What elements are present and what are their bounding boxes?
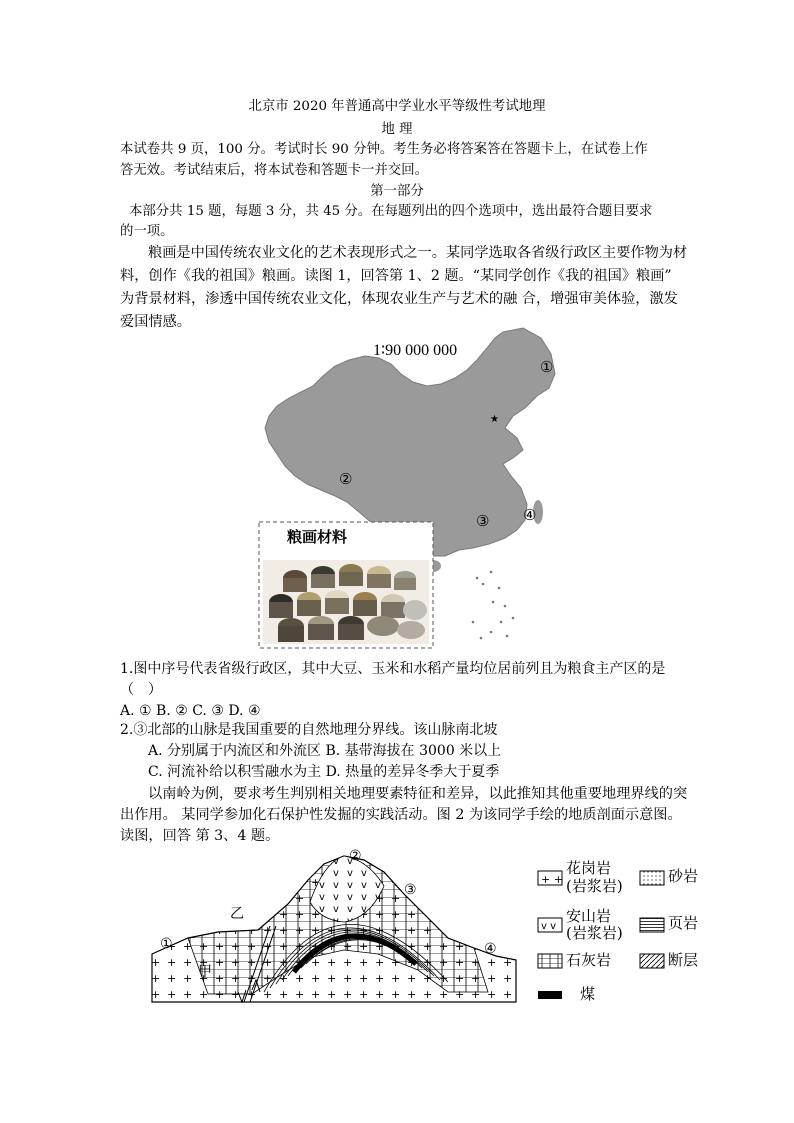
map-marker-1: ①: [540, 358, 554, 376]
legend-limestone-label: 石灰岩: [566, 951, 612, 969]
legend-granite-swatch: [538, 871, 563, 886]
legend-coal-label: 煤: [580, 985, 596, 1003]
q2-options-cd: C. 河流补给以积雪融水为主 D. 热量的差异冬季大于夏季: [148, 764, 500, 780]
section-point-2: ②: [349, 848, 362, 864]
legend-fault-label: 断层: [668, 951, 699, 969]
part-heading: 第一部分: [370, 184, 424, 199]
section-point-1: ①: [160, 936, 173, 952]
grain-sacks-photo: [263, 560, 429, 644]
intro-line-2: 料，创作《我的祖国》粮画。读图 1，回答第 1、2 题。“某同学创作《我的祖国》粮画”: [120, 268, 672, 284]
passage2-line-3: 读图，回答 第 3、4 题。: [120, 828, 280, 844]
legend-shale-label: 页岩: [668, 914, 699, 932]
section-point-4: ④: [484, 941, 497, 957]
legend-granite-sub: (岩浆岩): [566, 877, 623, 895]
exam-title: 北京市 2020 年普通高中学业水平等级性考试地理: [248, 99, 546, 114]
map-scale: 1∶90 000 000: [373, 342, 458, 359]
svg-text:+ +: + +: [541, 873, 563, 886]
legend-sandstone-swatch: [640, 871, 664, 885]
q2-stem: 2.③北部的山脉是我国重要的自然地理分界线。该山脉南北坡: [120, 722, 498, 738]
q2-options-ab: A. 分别属于内流区和外流区 B. 基带海拔在 3000 米以上: [148, 743, 502, 759]
instructions-line-1: 本试卷共 9 页，100 分。考试时长 90 分钟。考生务必将答案答在答题卡上，在试卷上作: [120, 142, 648, 157]
passage2-line-1: 以南岭为例，要求考生判别相关地理要素特征和差异，以此推知其他重要地理界线的突: [148, 786, 688, 802]
map-marker-2: ②: [339, 470, 353, 488]
legend-sandstone-label: 砂岩: [668, 867, 699, 885]
instructions-line-2: 答无效。考试结束后，将本试卷和答题卡一并交回。: [120, 163, 428, 178]
part-description-2: 的一项。: [120, 224, 174, 239]
legend-andesite-label: 安山岩: [566, 907, 612, 925]
q1-answer-paren: （ ）: [120, 682, 162, 698]
south-china-sea-islands: [472, 571, 515, 640]
subject-title: 地 理: [381, 122, 413, 137]
intro-line-3: 为背景材料，渗透中国传统农业文化，体现农业生产与艺术的融 合，增强审美体验，激发: [120, 291, 678, 307]
capital-star-icon: ★: [490, 414, 499, 425]
geologic-section-figure: [148, 842, 528, 1010]
legend-shale-swatch: [640, 918, 664, 932]
inset-label: 粮画材料: [287, 528, 348, 546]
section-point-3: ③: [404, 882, 417, 898]
q1-options: A. ① B. ② C. ③ D. ④: [120, 703, 261, 719]
legend-granite-label: 花岗岩: [566, 859, 612, 877]
legend-andesite-sub: (岩浆岩): [566, 924, 623, 942]
legend-coal-swatch: [538, 991, 562, 999]
intro-line-1: 粮画是中国传统农业文化的艺术表现形式之一。某同学选取各省级行政区主要作物为材: [148, 245, 688, 261]
map-marker-4: ④: [523, 506, 537, 524]
svg-text:v v: v v: [541, 921, 557, 932]
q1-stem: 1.图中序号代表省级行政区，其中大豆、玉米和水稻产量均位居前列且为粮食主产区的是: [120, 661, 666, 677]
section-label-yi: 乙: [230, 906, 244, 922]
legend-limestone-swatch: [538, 954, 562, 968]
legend-andesite-swatch: [538, 918, 562, 932]
legend-fault-swatch: [640, 954, 664, 968]
map-marker-3: ③: [476, 512, 490, 530]
section-legend: [530, 854, 720, 1014]
part-description-1: 本部分共 15 题，每题 3 分，共 45 分。在每题列出的四个选项中，选出最符合题目要求: [129, 204, 653, 219]
passage2-line-2: 出作用。 某同学参加化石保护性发掘的实践活动。图 2 为该同学手绘的地质剖面示意图。: [120, 807, 682, 823]
section-label-jia: 甲: [198, 964, 212, 980]
china-map-figure: [255, 326, 585, 656]
intro-line-4: 爱国情感。: [120, 314, 191, 330]
